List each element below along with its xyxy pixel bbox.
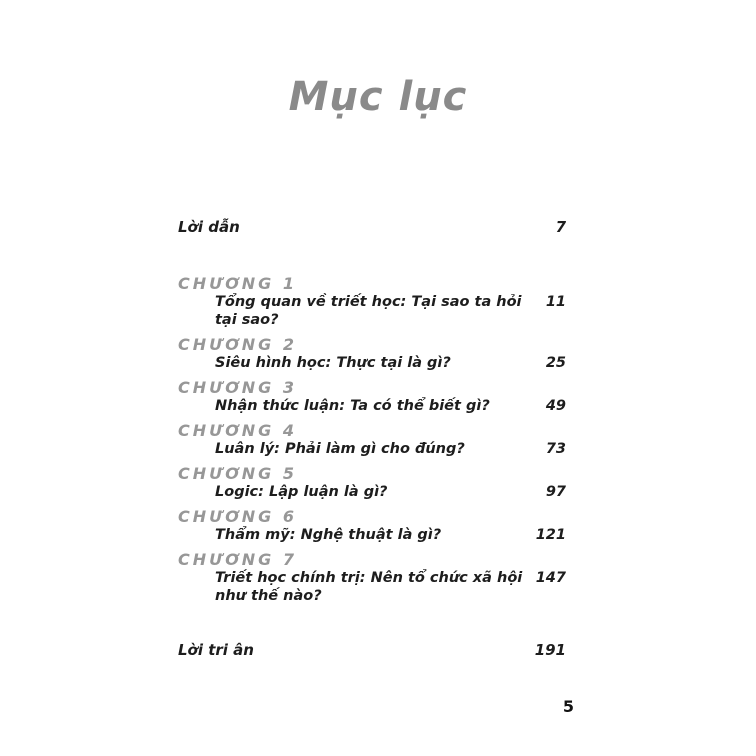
entry-title: Lời dẫn bbox=[178, 218, 240, 236]
chapter-label: CHƯƠNG 6 bbox=[178, 507, 297, 526]
chapter-title: Tổng quan về triết học: Tại sao ta hỏi tại sao? bbox=[215, 294, 522, 328]
toc-chapter bbox=[178, 275, 566, 329]
chapter-label: CHƯƠNG 7 bbox=[178, 550, 297, 569]
toc-entry-front-matter bbox=[178, 218, 566, 236]
footer-page-number: 5 bbox=[562, 697, 574, 716]
toc-chapter bbox=[178, 336, 566, 372]
chapter-page-number: 11 bbox=[545, 294, 566, 310]
chapter-row bbox=[178, 293, 566, 329]
entry-title: Lời tri ân bbox=[178, 641, 254, 659]
chapter-page-number: 49 bbox=[545, 398, 566, 414]
chapter-row bbox=[178, 483, 566, 501]
toc-entry-back-matter bbox=[178, 641, 566, 659]
chapter-list bbox=[178, 275, 566, 605]
chapter-page-number: 97 bbox=[545, 484, 566, 500]
toc-chapter bbox=[178, 551, 566, 605]
chapter-title: Thẩm mỹ: Nghệ thuật là gì? bbox=[215, 527, 442, 543]
chapter-label: CHƯƠNG 4 bbox=[178, 421, 297, 440]
chapter-label: CHƯƠNG 1 bbox=[178, 274, 297, 293]
chapter-label: CHƯƠNG 3 bbox=[178, 378, 297, 397]
chapter-label: CHƯƠNG 2 bbox=[178, 335, 297, 354]
chapter-page-number: 25 bbox=[545, 355, 566, 371]
toc-chapter bbox=[178, 422, 566, 458]
table-of-contents bbox=[178, 218, 566, 659]
chapter-title: Nhận thức luận: Ta có thể biết gì? bbox=[215, 398, 490, 414]
chapter-title: Siêu hình học: Thực tại là gì? bbox=[215, 355, 451, 371]
chapter-title: Luân lý: Phải làm gì cho đúng? bbox=[215, 441, 465, 457]
chapter-row bbox=[178, 526, 566, 544]
entry-page-number: 7 bbox=[555, 218, 566, 236]
chapter-row bbox=[178, 440, 566, 458]
chapter-page-number: 147 bbox=[535, 570, 566, 586]
toc-chapter bbox=[178, 465, 566, 501]
chapter-label: CHƯƠNG 5 bbox=[178, 464, 297, 483]
chapter-page-number: 121 bbox=[535, 527, 566, 543]
chapter-page-number: 73 bbox=[545, 441, 566, 457]
chapter-row bbox=[178, 354, 566, 372]
toc-chapter bbox=[178, 379, 566, 415]
chapter-title: Triết học chính trị: Nên tổ chức xã hội như thế nào? bbox=[215, 570, 523, 604]
page-title: Mục lục bbox=[288, 74, 468, 120]
chapter-row bbox=[178, 569, 566, 605]
entry-page-number: 191 bbox=[534, 641, 566, 659]
chapter-title: Logic: Lập luận là gì? bbox=[215, 484, 388, 500]
chapter-row bbox=[178, 397, 566, 415]
toc-chapter bbox=[178, 508, 566, 544]
